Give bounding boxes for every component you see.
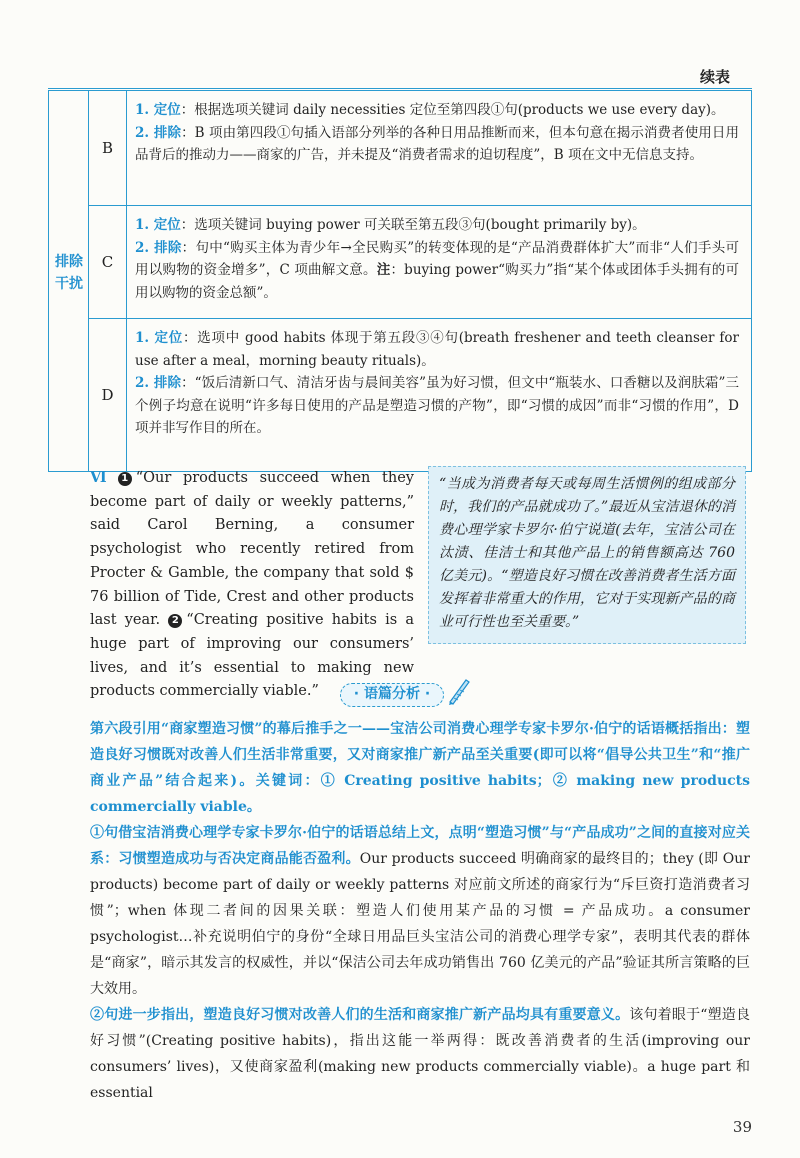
analysis-table xyxy=(48,90,752,472)
category-label-line1: 排除 xyxy=(55,254,83,270)
exclude-text: ：B 项由第四段①句插入语部分列举的各种日用品推断而来，但本句意在揭示消费者使用日用品背后的推动力——商家的广告，并未提及“消费者需求的迫切程度”，B 项在文中无信息支持。 xyxy=(135,124,739,163)
exclude-tag: 2. 排除 xyxy=(135,239,182,256)
analysis-intro: 第六段引用“商家塑造习惯”的幕后推手之一——宝洁公司消费心理学专家卡罗尔·伯宁的话语概括指出：塑造良好习惯既对改善人们生活非常重要，又对商家推广新产品至关重要(即可以将“倡导公共卫生”和“推广商业产品”结合起来)。关键词：① Creating positive habits；② making new products commercially viable。 xyxy=(90,721,750,815)
analysis-section xyxy=(90,716,750,1106)
table-row-b xyxy=(89,91,751,206)
sentence-1: “Our products succeed when they become part of daily or weekly patterns,” said Carol Berning, a consumer psychologist who recently retired from Procter & Gamble, the company that sold $ 76 billion of Tide, Crest and other products last year. xyxy=(90,470,414,629)
category-column xyxy=(49,91,89,471)
locate-tag: 1. 定位 xyxy=(135,217,181,233)
passage-paragraph xyxy=(90,466,414,704)
exclude-text: ：句中“购买主体为青少年→全民购买”的转变体现的是“产品消费群体扩大”而非“人们手头可用以购物的资金增多”，C 项曲解文意。 xyxy=(135,239,739,278)
section-title: · 语篇分析 · xyxy=(340,683,444,707)
page-number: 39 xyxy=(732,1118,752,1136)
locate-tag: 1. 定位 xyxy=(135,102,181,118)
row-letter: B xyxy=(89,91,127,205)
row-letter: D xyxy=(89,319,127,471)
locate-text: ：选项中 good habits 体现于第五段③④句(breath freshener and teeth cleanser for use after a meal，morning beauty rituals)。 xyxy=(135,330,739,369)
exclude-tag: 2. 排除 xyxy=(135,375,182,391)
header-rule xyxy=(48,88,752,89)
locate-tag: 1. 定位 xyxy=(135,330,183,346)
pen-icon xyxy=(446,676,472,706)
analysis-paragraph-3 xyxy=(90,1002,750,1106)
locate-text: ：根据选项关键词 daily necessities 定位至第四段①句(products we use every day)。 xyxy=(180,102,725,118)
analysis-p2-highlight: ①句借宝洁消费心理学专家卡罗尔·伯宁的话语总结上文，点明“塑造习惯”与“产品成功”之间的直接对应关系：习惯塑造成功与否决定商品能否盈利。 xyxy=(90,825,750,867)
translation-text: “当成为消费者每天或每周生活惯例的组成部分时，我们的产品就成功了。”最近从宝洁退休的消费心理学家卡罗尔·伯宁说道(去年，宝洁公司在汰渍、佳洁士和其他产品上的销售额高达 760 亿美元)。“塑造良好习惯在改善消费者生活方面发挥着非常重大的作用，它对于实现新产品的商业可行性也至关重要。” xyxy=(439,476,735,630)
exclude-text: ：“饭后清新口气、清洁牙齿与晨间美容”虽为好习惯，但文中“瓶装水、口香糖以及润肤霜”三个例子均意在说明“许多每日使用的产品是塑造习惯的产物”，即“习惯的成因”而非“习惯的作用”，D 项并非写作目的所在。 xyxy=(135,375,740,436)
translation-box xyxy=(428,466,746,644)
row-body xyxy=(135,214,739,304)
note-tag: 注 xyxy=(376,262,391,278)
table-row-d xyxy=(89,319,751,471)
sentence-number-1: 1 xyxy=(118,472,132,486)
paragraph-number: Ⅵ xyxy=(90,469,114,486)
row-body xyxy=(135,327,739,440)
exclude-tag: 2. 排除 xyxy=(135,124,182,141)
table-row-c xyxy=(89,206,751,319)
note-text: ：buying power“购买力”指“某个体或团体手头拥有的可用以购物的资金总额”。 xyxy=(135,262,739,301)
category-label-line2: 干扰 xyxy=(55,276,83,292)
analysis-p2-text: Our products succeed 明确商家的最终目的；they (即 Our products) become part of daily or weekly patterns 对应前文所述的商家行为“斥巨资打造消费者习惯”；when 体现二者间的因果关联：塑造人们使用某产品的习惯 = 产品成功。a consumer psychologist…补充说明伯宁的身份“全球日用品巨头宝洁公司的消费心理学专家”，表明其代表的群体是“商家”，暗示其发言的权威性，并以“保洁公司去年成功销售出 760 亿美元的产品”验证其所言策略的巨大效用。 xyxy=(90,851,750,997)
row-letter: C xyxy=(89,206,127,318)
analysis-p3-text: 该句着眼于“塑造良好习惯”(Creating positive habits)，指出这能一举两得：既改善消费者的生活(improving our consumers’ lives)，又使商家盈利(making new products commercially viable)。a huge part 和 essential xyxy=(90,1007,750,1101)
row-body xyxy=(135,99,739,167)
category-label xyxy=(49,251,89,295)
locate-text: ：选项关键词 buying power 可关联至第五段③句(bought primarily by)。 xyxy=(180,217,646,233)
analysis-p3-highlight: ②句进一步指出，塑造良好习惯对改善人们的生活和商家推广新产品均具有重要意义。 xyxy=(90,1007,630,1023)
sentence-number-2: 2 xyxy=(168,614,182,628)
analysis-paragraph-2 xyxy=(90,820,750,1002)
analysis-paragraph-1 xyxy=(90,716,750,820)
sentence-2: “Creating positive habits is a huge part of improving our consumers’ lives, and it’s essential to making new products commercially viable.” xyxy=(90,612,414,700)
continued-label: 续表 xyxy=(699,68,730,86)
